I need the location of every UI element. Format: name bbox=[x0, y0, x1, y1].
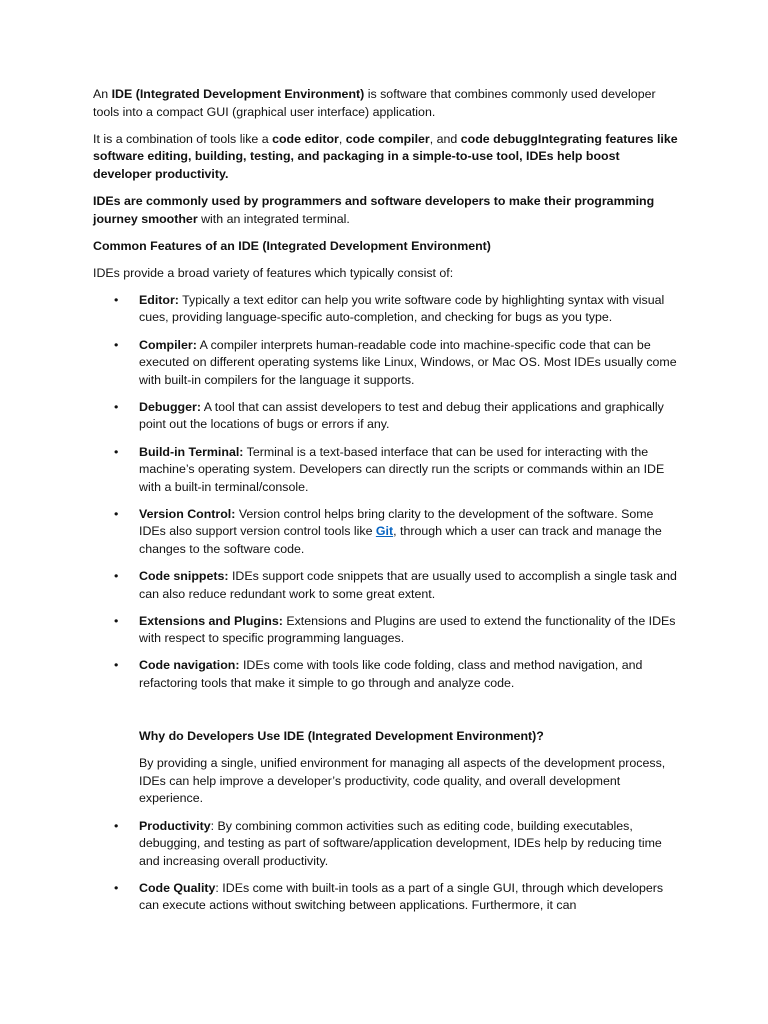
bold-run: IDE (Integrated Development Environment) bbox=[111, 87, 365, 101]
list-item-compiler bbox=[93, 337, 678, 390]
list-item-code-snippets bbox=[93, 568, 678, 603]
bold-run: code editor bbox=[272, 131, 339, 146]
list-item-debugger bbox=[93, 399, 678, 434]
why-heading bbox=[93, 728, 678, 746]
list-term: Code snippets: bbox=[139, 569, 229, 584]
list-term: Build-in Terminal: bbox=[139, 444, 244, 459]
list-item-code-quality bbox=[93, 880, 678, 915]
list-text: : By combining common activities such as editing code, building executables, debugging, and testing as part of software/application development, IDEs help by reducing time and increasing overall productivity. bbox=[139, 818, 662, 868]
list-text: , through which a user can track and manage the changes to the software code. bbox=[139, 524, 662, 556]
list-text: Typically a text editor can help you write software code by highlighting syntax with visual cues, providing language-specific auto-completion, and checking for bugs as you type. bbox=[139, 292, 665, 325]
list-term: Code Quality bbox=[139, 880, 216, 895]
features-list bbox=[93, 292, 678, 693]
document-page bbox=[93, 86, 678, 924]
intro-paragraph-2 bbox=[93, 131, 678, 184]
list-item-productivity bbox=[93, 818, 678, 871]
list-text: IDEs support code snippets that are usually used to accomplish a single task and can also reduce redundant work to some great extent. bbox=[139, 569, 677, 601]
section-heading: Common Features of an IDE (Integrated Development Environment) bbox=[93, 238, 491, 253]
list-term: Debugger: bbox=[139, 399, 201, 414]
list-item-extensions bbox=[93, 613, 678, 648]
list-term: Editor: bbox=[139, 292, 179, 307]
list-text: A compiler interprets human-readable code into machine-specific code that can be executed on different operating systems like Linux, Windows, or Mac OS. Most IDEs usually come with built-in compilers for the language it supports. bbox=[139, 337, 677, 387]
list-term: Code navigation: bbox=[139, 658, 240, 673]
list-item-version-control bbox=[93, 506, 678, 559]
list-item-terminal bbox=[93, 444, 678, 497]
text-run: with an integrated terminal. bbox=[197, 211, 350, 226]
spacer bbox=[93, 702, 678, 728]
intro-paragraph-1 bbox=[93, 86, 678, 121]
features-heading bbox=[93, 238, 678, 256]
git-link[interactable]: Git bbox=[375, 524, 394, 539]
list-text: Extensions and Plugins are used to extend the functionality of the IDEs with respect to specific programming languages. bbox=[139, 613, 676, 646]
text-run: is software that combines commonly used developer tools into a compact GUI (graphical user interface) application. bbox=[93, 87, 656, 119]
text-run: , and bbox=[429, 131, 461, 146]
features-lead: IDEs provide a broad variety of features which typically consist of: bbox=[93, 265, 454, 280]
text-run: An bbox=[93, 87, 112, 101]
list-text: Version control helps bring clarity to the development of the software. Some IDEs also support version control tools like bbox=[139, 506, 654, 539]
list-term: Version Control: bbox=[139, 506, 236, 521]
bold-run: code debuggIntegrating features like software editing, building, testing, and packaging in a simple-to-use tool, IDEs help boost developer productivity. bbox=[93, 131, 678, 181]
list-term: Productivity bbox=[139, 818, 211, 833]
list-text: A tool that can assist developers to test and debug their applications and graphically point out the locations of bugs or errors if any. bbox=[139, 399, 664, 432]
bold-run: code compiler bbox=[345, 131, 430, 146]
list-text: IDEs come with tools like code folding, class and method navigation, and refactoring tools that make it simple to go through and analyze code. bbox=[139, 658, 643, 691]
why-list bbox=[93, 818, 678, 915]
list-item-code-navigation bbox=[93, 657, 678, 692]
list-text: Terminal is a text-based interface that can be used for interacting with the machine’s operating system. Developers can directly run the scripts or commands within an IDE with a built-in terminal/console. bbox=[139, 444, 665, 494]
section-heading: Why do Developers Use IDE (Integrated Development Environment)? bbox=[139, 729, 544, 744]
bold-run: IDEs are commonly used by programmers and software developers to make their programming journey smoother bbox=[93, 193, 655, 226]
text-run: , bbox=[338, 131, 346, 146]
intro-paragraph-3 bbox=[93, 193, 678, 228]
list-term: Compiler: bbox=[139, 337, 197, 352]
list-text: : IDEs come with built-in tools as a part of a single GUI, through which developers can execute actions without switching between applications. Furthermore, it can bbox=[139, 880, 664, 913]
list-term: Extensions and Plugins: bbox=[139, 613, 283, 628]
why-lead: By providing a single, unified environment for managing all aspects of the development process, IDEs can help improve a developer’s productivity, code quality, and overall development experience. bbox=[139, 756, 666, 806]
text-run: It is a combination of tools like a bbox=[93, 131, 273, 146]
list-item-editor bbox=[93, 292, 678, 327]
